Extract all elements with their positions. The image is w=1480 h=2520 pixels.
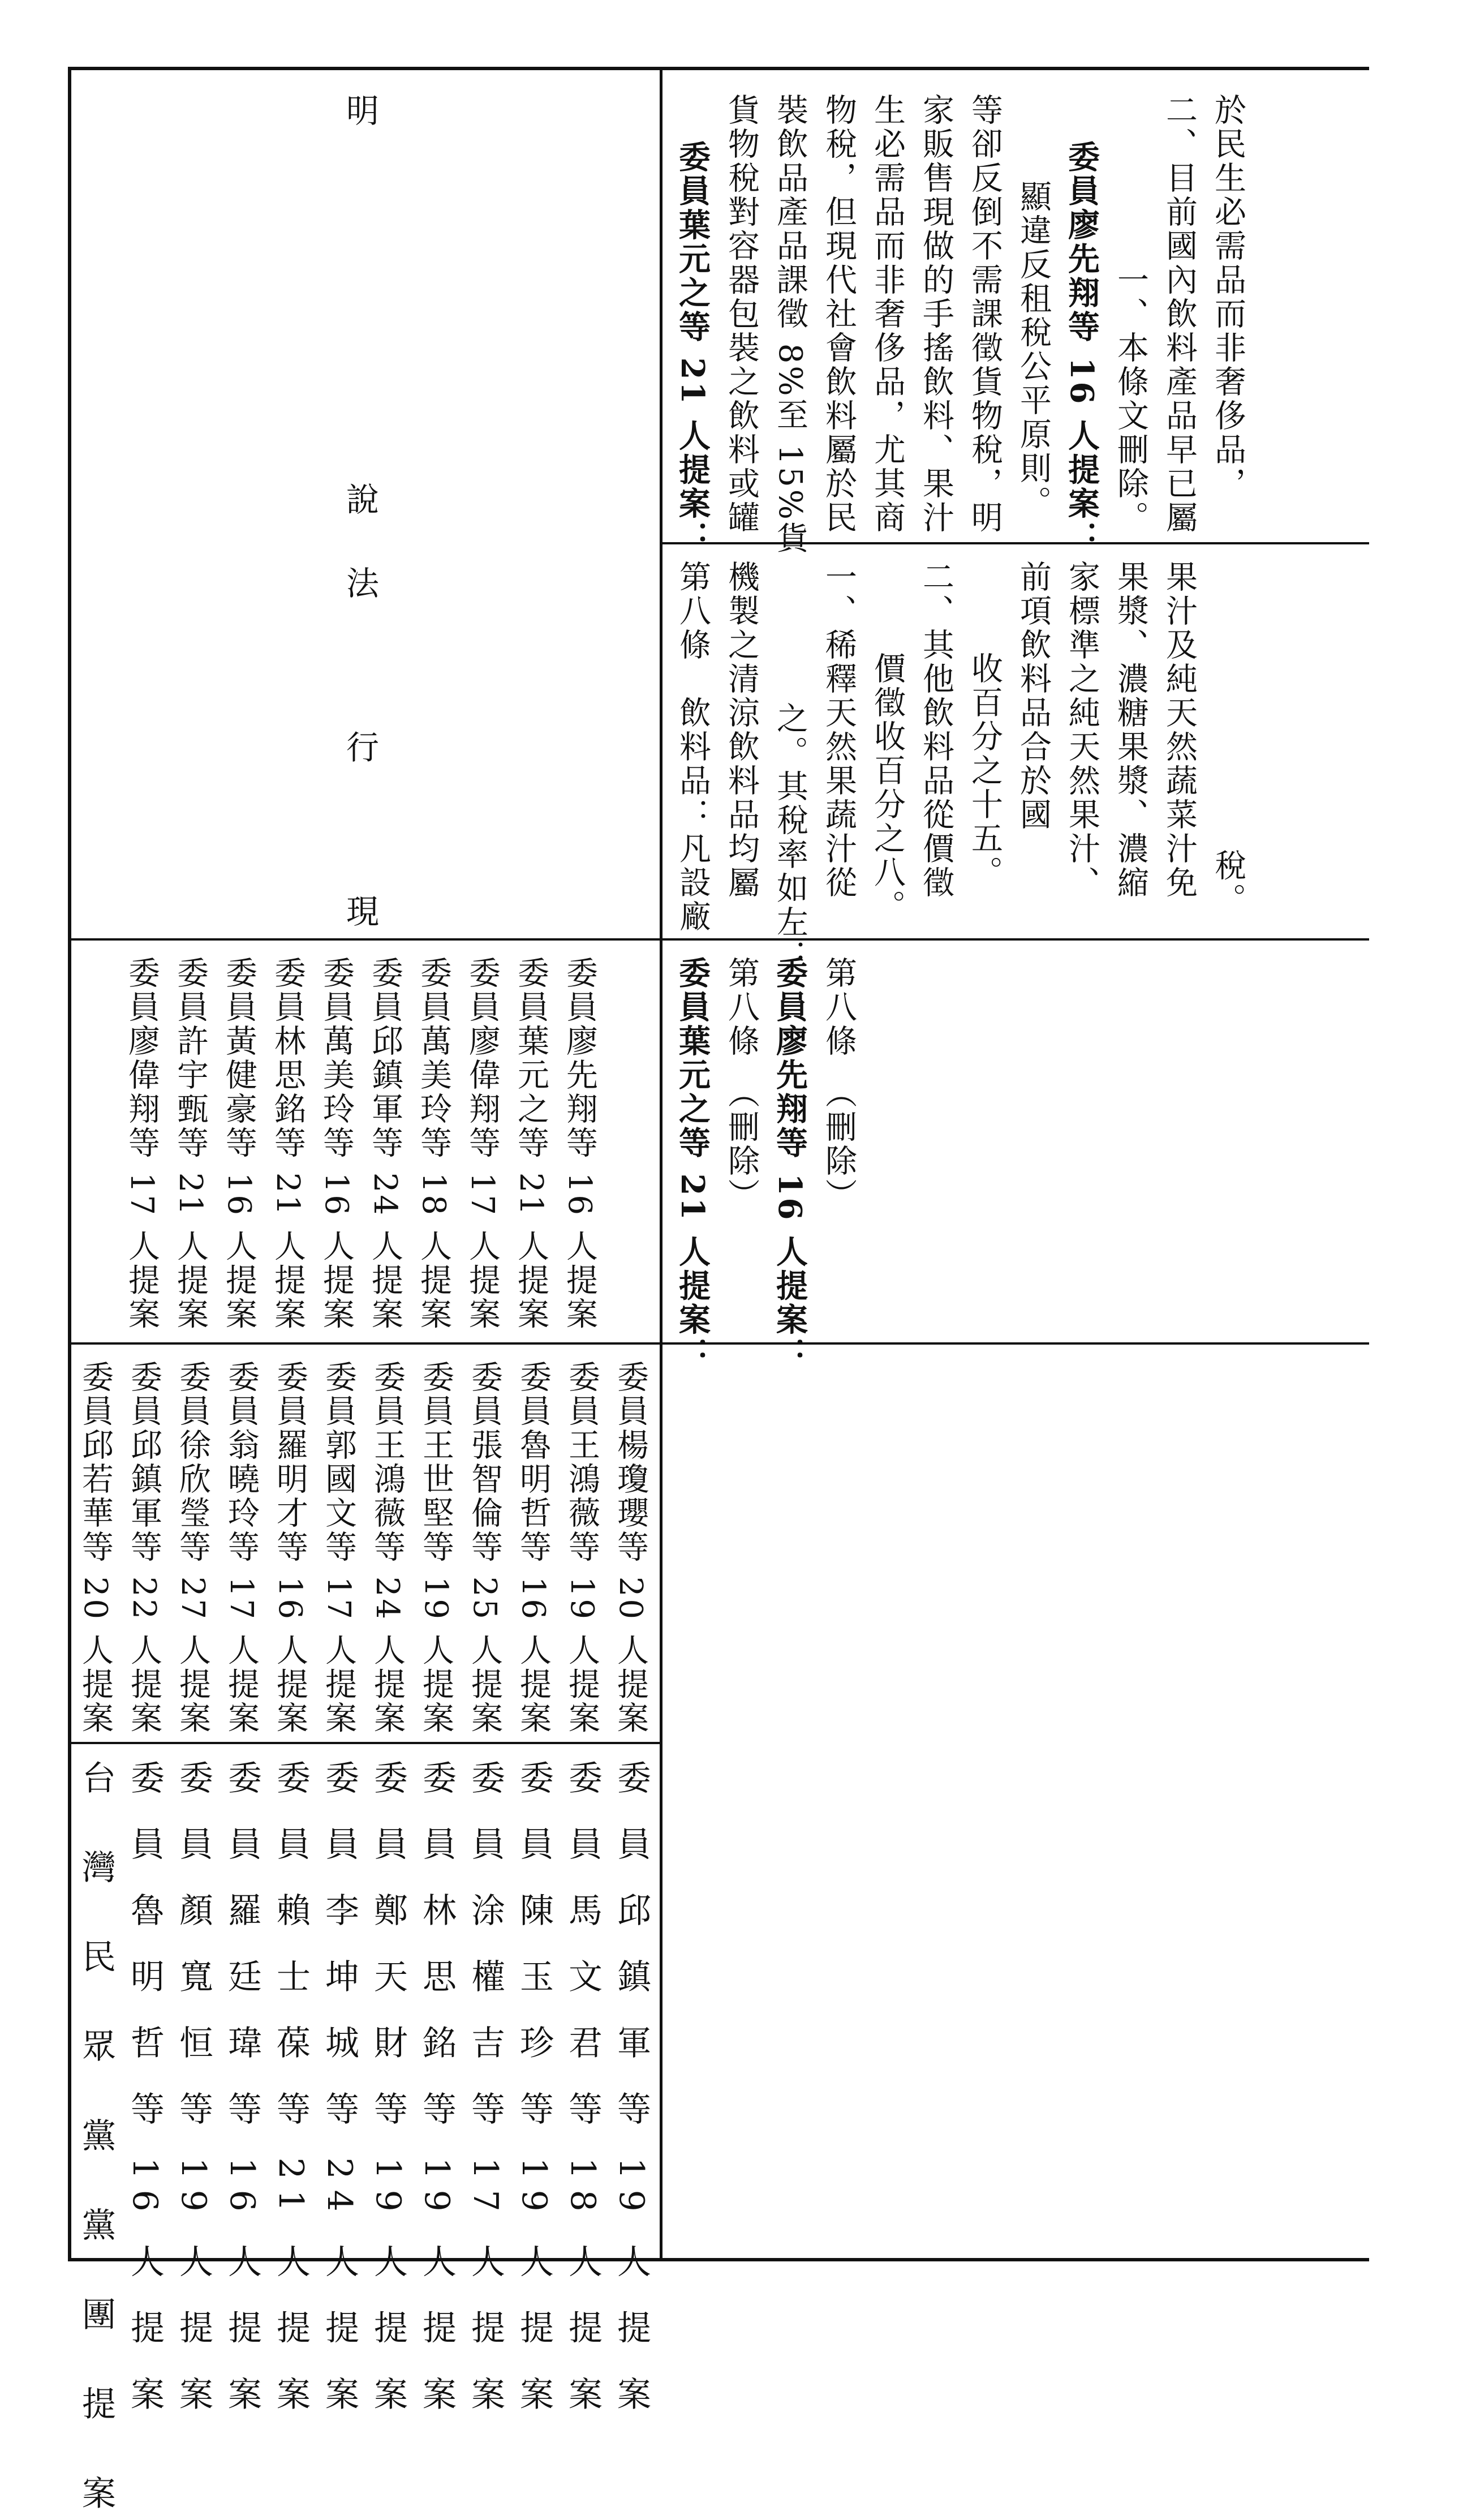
- header-char: 說: [341, 482, 379, 515]
- current-law-line: 果汁及純天然蔬菜汁免: [1161, 560, 1198, 900]
- proposer-line: 委員張智倫等 25 人提案: [466, 1360, 503, 1736]
- current-law-line: 之。其稅率如左：: [772, 702, 808, 973]
- col-divider-4: [660, 542, 1369, 544]
- col-divider-3: [68, 938, 1369, 941]
- proposer-line: 委 員 李 坤 城 等 24 人 提 案: [320, 1760, 359, 2421]
- proposer-line: 委員羅明才等 16 人提案: [272, 1360, 308, 1736]
- col-divider-1: [68, 1742, 662, 1744]
- proposer-line: 台 灣 民 眾 黨 黨 團 提 案: [76, 1760, 116, 2520]
- proposer-line: 委 員 馬 文 君 等 18 人 提 案: [563, 1760, 603, 2421]
- proposer-line: 委員廖偉翔等 17 人提案: [123, 956, 160, 1332]
- current-law-line: 收百分之十五。: [966, 652, 1003, 890]
- proposer-line: 委 員 羅 廷 瑋 等 16 人 提 案: [222, 1760, 262, 2421]
- proposer-line: 委員翁曉玲等 17 人提案: [223, 1360, 260, 1736]
- current-law-line: 前項飲料品合於國: [1015, 560, 1052, 832]
- proposer-line: 委員郭國文等 17 人提案: [320, 1360, 357, 1736]
- header-char: 現: [341, 894, 379, 927]
- proposer-line: 委員王鴻薇等 19 人提案: [563, 1360, 600, 1736]
- proposer-line: 委員廖先翔等 16 人提案: [561, 956, 598, 1332]
- explanation-line: 貨物稅對容器包裝之飲料或罐: [723, 93, 760, 535]
- proposer-line: 委員邱若華等 20 人提案: [77, 1360, 114, 1736]
- proposer-line: 委員黃健豪等 16 人提案: [221, 956, 257, 1332]
- row-divider: [660, 67, 662, 2261]
- current-law-line: 價徵收百分之八。: [869, 652, 906, 924]
- frame-bottom: [68, 2258, 1369, 2261]
- current-law-line: 二、其他飲料品從價徵: [918, 560, 954, 900]
- proposer-line: 委員楊瓊瓔等 20 人提案: [612, 1360, 649, 1736]
- proposer-line: 委 員 涂 權 吉 等 17 人 提 案: [466, 1760, 505, 2421]
- explanation-line: 委員廖先翔等 16 人提案：: [1063, 140, 1100, 555]
- proposer-line: 委員王鴻薇等 24 人提案: [369, 1360, 406, 1736]
- proposer-line: 委員廖偉翔等 17 人提案: [464, 956, 501, 1332]
- proposer-line: 委 員 陳 玉 珍 等 19 人 提 案: [514, 1760, 554, 2421]
- current-law-line: 果漿、濃糖果漿、濃縮: [1112, 560, 1149, 900]
- proposer-line: 委 員 邱 鎮 軍 等 19 人 提 案: [612, 1760, 651, 2421]
- proposer-line: 委員徐欣瑩等 27 人提案: [174, 1360, 211, 1736]
- amendment-line: 第八條 （刪除）: [723, 956, 760, 1212]
- proposer-line: 委 員 賴 士 葆 等 21 人 提 案: [271, 1760, 311, 2421]
- proposer-line: 委員許宇甄等 21 人提案: [172, 956, 209, 1332]
- amendment-line: 委員葉元之等 21 人提案：: [674, 956, 711, 1371]
- explanation-line: 生必需品而非奢侈品，尤其商: [869, 93, 906, 535]
- explanation-line: 家販售現做的手搖飲料、果汁: [918, 93, 954, 535]
- col-divider-2: [68, 1342, 1369, 1345]
- amendment-line: 委員廖先翔等 16 人提案：: [771, 956, 808, 1371]
- explanation-line: 物稅，但現代社會飲料屬於民: [820, 93, 857, 535]
- frame-left: [68, 67, 71, 2261]
- proposer-line: 委 員 魯 明 哲 等 16 人 提 案: [125, 1760, 165, 2421]
- proposer-line: 委員邱鎮軍等 22 人提案: [126, 1360, 162, 1736]
- explanation-line: 裝飲品產品課徵 8%至 15%貨: [772, 93, 808, 556]
- proposer-line: 委員邱鎮軍等 24 人提案: [367, 956, 403, 1332]
- proposer-line: 委員王世堅等 19 人提案: [418, 1360, 454, 1736]
- explanation-line: 等卻反倒不需課徵貨物稅，明: [966, 93, 1003, 535]
- proposer-line: 委員魯明哲等 16 人提案: [515, 1360, 552, 1736]
- proposer-line: 委 員 鄭 天 財 等 19 人 提 案: [368, 1760, 408, 2421]
- header-char: 行: [341, 730, 379, 763]
- proposer-line: 委員萬美玲等 18 人提案: [415, 956, 452, 1332]
- current-law-line: 稅。: [1210, 849, 1246, 917]
- proposer-line: 委員葉元之等 21 人提案: [513, 956, 549, 1332]
- proposer-line: 委 員 林 思 銘 等 19 人 提 案: [417, 1760, 457, 2421]
- explanation-line: 一、本條文刪除。: [1112, 263, 1149, 535]
- explanation-line: 委員葉元之等 21 人提案：: [674, 140, 711, 555]
- proposer-line: 委員萬美玲等 16 人提案: [318, 956, 355, 1332]
- explanation-line: 二、目前國內飲料產品早已屬: [1161, 93, 1198, 535]
- current-law-line: 第八條 飲料品：凡設廠: [674, 560, 711, 934]
- current-law-line: 一、稀釋天然果蔬汁從: [820, 560, 857, 900]
- frame-top: [68, 67, 1369, 70]
- proposer-line: 委 員 顏 寬 恒 等 19 人 提 案: [174, 1760, 213, 2421]
- proposer-line: 委員林思銘等 21 人提案: [269, 956, 306, 1332]
- explanation-line: 顯違反租稅公平原則。: [1015, 180, 1052, 520]
- header-char: 法: [341, 566, 379, 599]
- current-law-line: 機製之清涼飲料品均屬: [723, 560, 760, 900]
- explanation-line: 於民生必需品而非奢侈品，: [1210, 93, 1246, 501]
- current-law-line: 家標準之純天然果汁、: [1064, 560, 1100, 900]
- header-char: 明: [341, 93, 379, 126]
- amendment-line: 第八條 （刪除）: [820, 956, 857, 1212]
